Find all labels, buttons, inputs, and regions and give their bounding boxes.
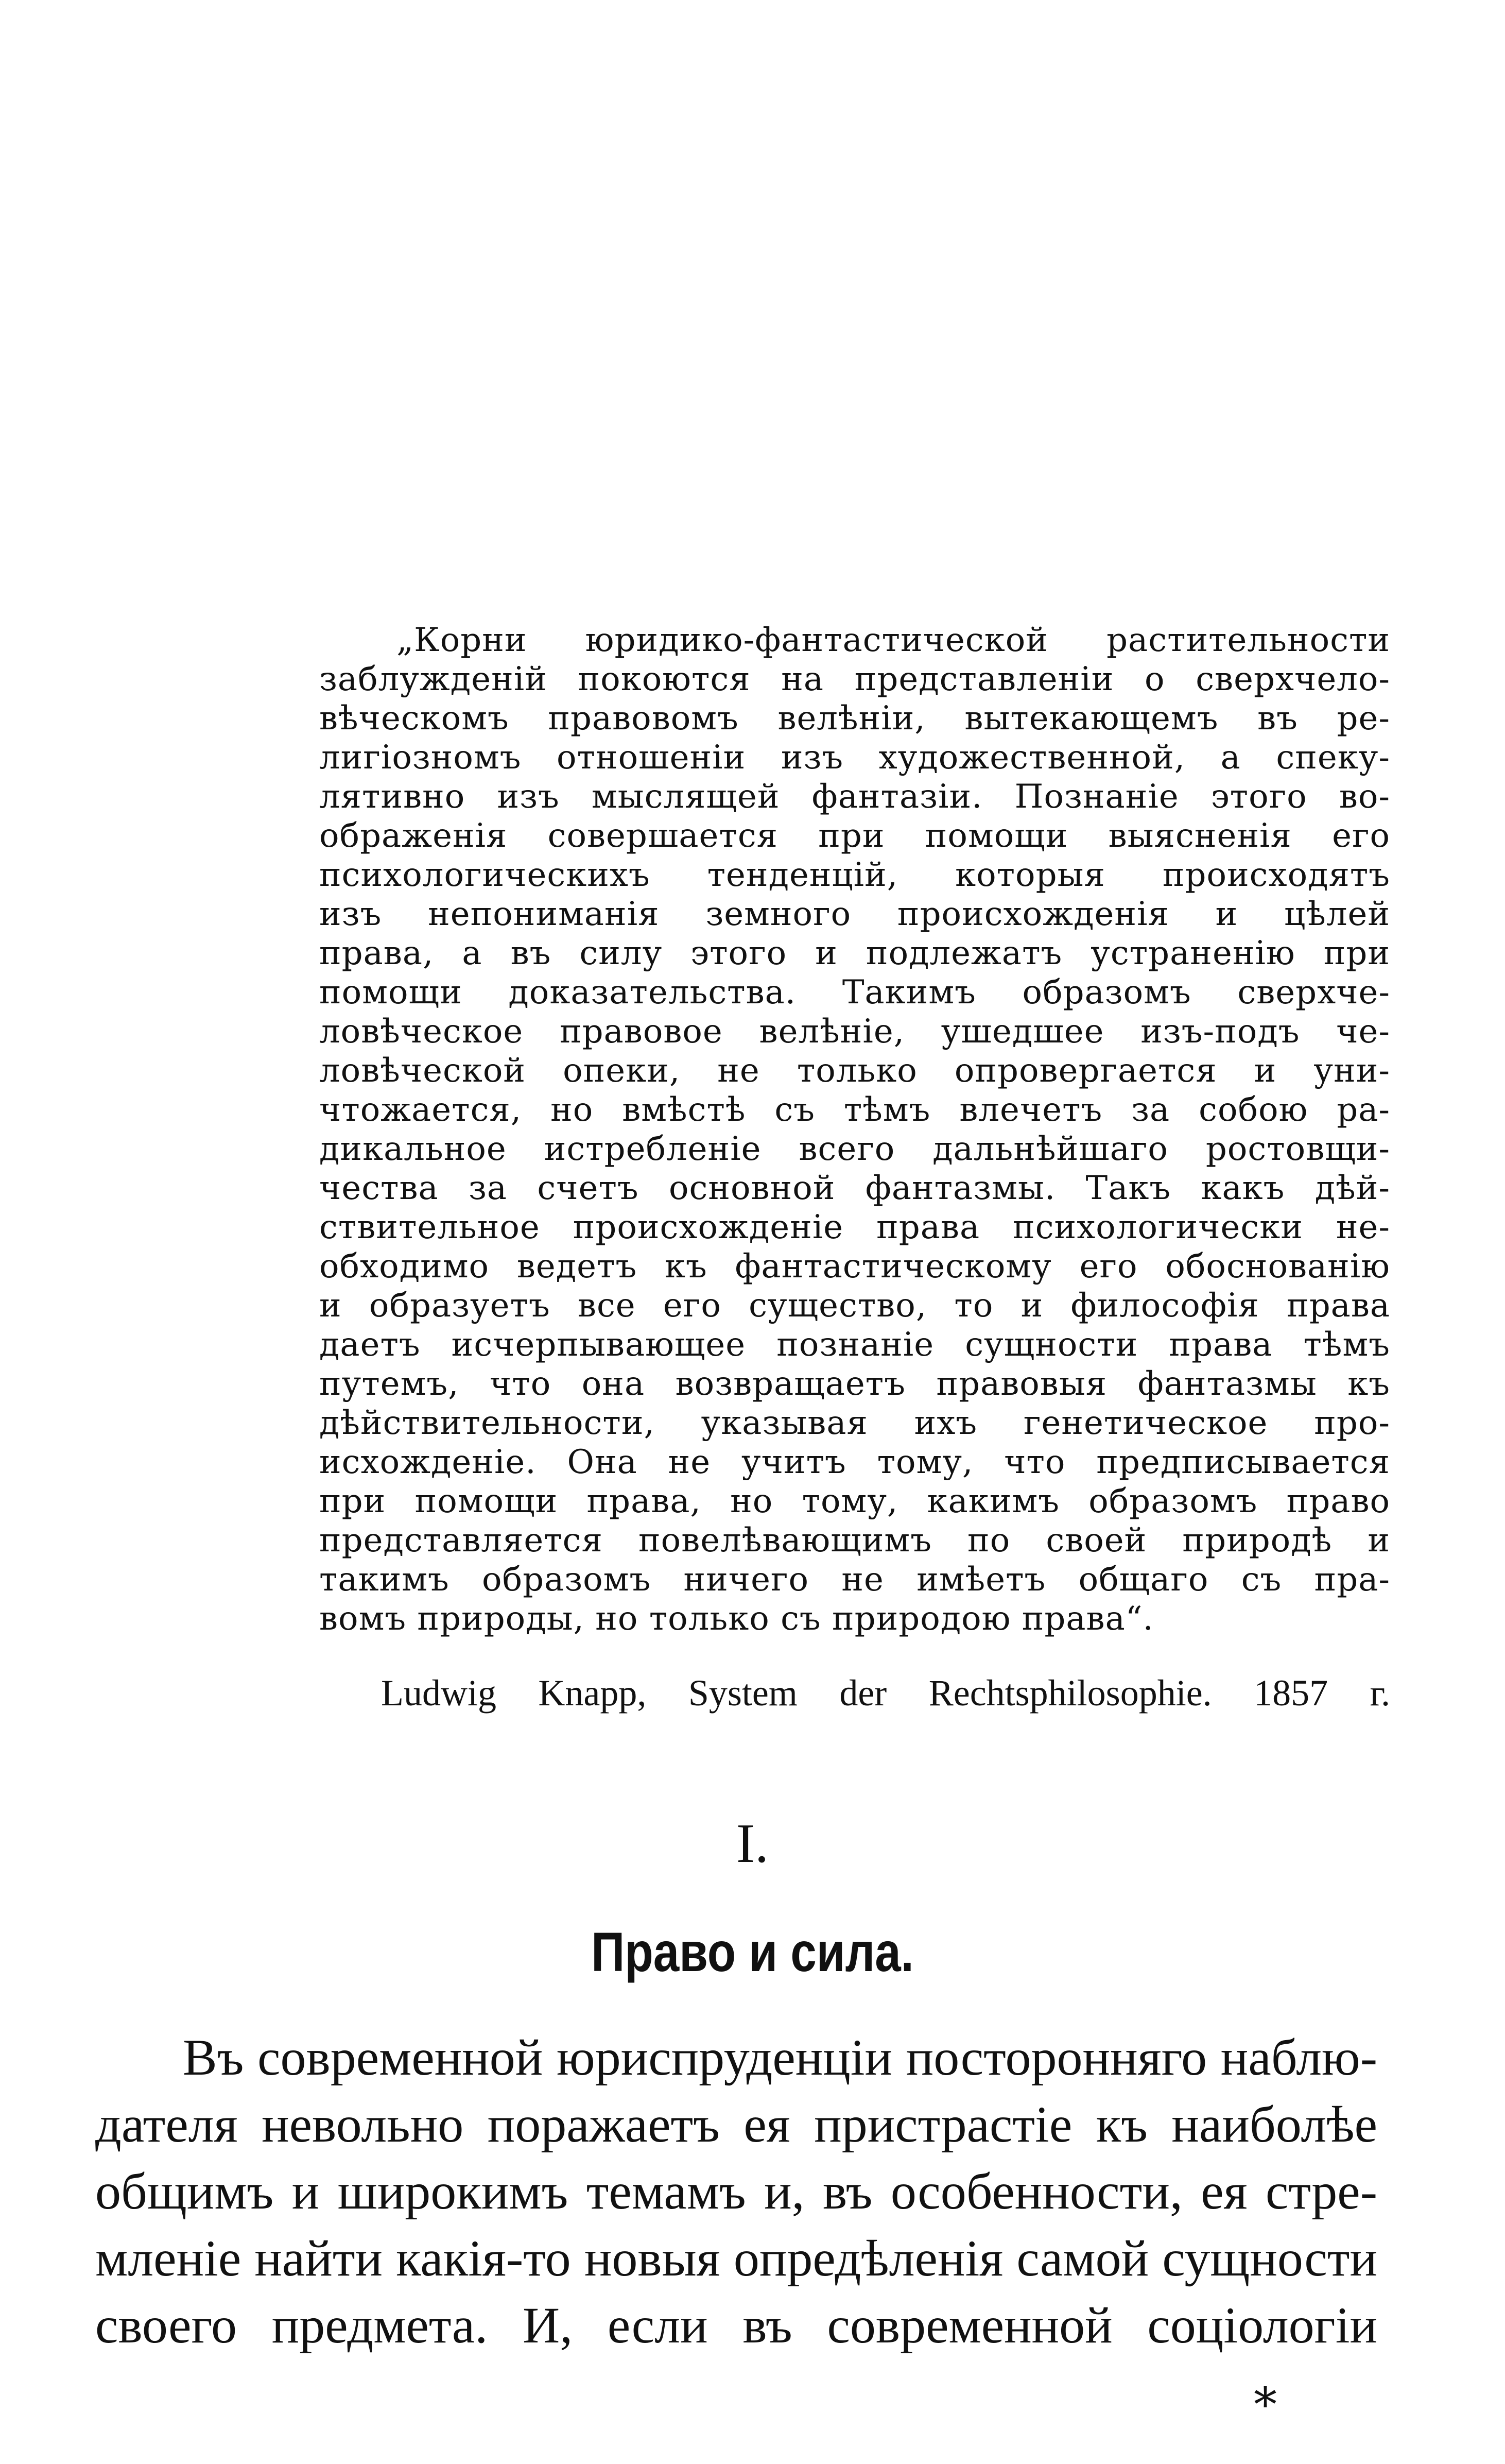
epigraph-line: права, а въ силу этого и подлежатъ устраненію при [319, 934, 1390, 972]
epigraph-line: изъ непониманія земного происхожденія и цѣлей [319, 895, 1390, 933]
body-line: Въ современной юриспруденціи посторонняго наблю- [183, 2029, 1377, 2086]
epigraph-line: даетъ исчерпывающее познаніе сущности права тѣмъ [319, 1326, 1390, 1364]
body-paragraph [95, 2024, 1377, 2359]
epigraph-line: чтожается, но вмѣстѣ съ тѣмъ влечетъ за собою ра- [319, 1091, 1390, 1129]
epigraph [319, 621, 1390, 1638]
epigraph-line: и образуетъ все его существо, то и философія права [319, 1287, 1390, 1325]
body-line: дателя невольно поражаетъ ея пристрастіе къ наиболѣе [95, 2096, 1377, 2153]
epigraph-line: ловѣческой опеки, не только опровергается и уни- [319, 1052, 1390, 1090]
body-line: общимъ и широкимъ темамъ и, въ особенности, ея стре- [95, 2163, 1377, 2220]
chapter-title: Право и сила. [591, 1921, 914, 1983]
epigraph-line: психологическихъ тенденцій, которыя происходятъ [319, 856, 1390, 894]
epigraph-line: обходимо ведетъ къ фантастическому его обоснованію [319, 1247, 1390, 1286]
epigraph-line: дикальное истребленіе всего дальнѣйшаго ростовщи- [319, 1130, 1390, 1168]
epigraph-line: лятивно изъ мыслящей фантазіи. Познаніе этого во- [319, 778, 1390, 816]
epigraph-line: помощи доказательства. Такимъ образомъ сверхче- [319, 973, 1390, 1012]
epigraph-line: заблужденій покоются на представленіи о сверхчело- [319, 660, 1390, 698]
chapter-number: I. [736, 1813, 769, 1874]
body-line: мленіе найти какія-то новыя опредѣленія самой сущности [95, 2230, 1377, 2287]
epigraph-line: чества за счетъ основной фантазмы. Такъ какъ дѣй- [319, 1169, 1390, 1207]
epigraph-line: представляется повелѣвающимъ по своей природѣ и [319, 1521, 1390, 1560]
epigraph-line: лигіозномъ отношеніи изъ художественной, а спеку- [319, 739, 1390, 777]
epigraph-line: путемъ, что она возвращаетъ правовыя фантазмы къ [319, 1365, 1390, 1403]
epigraph-line: ловѣческое правовое велѣніе, ушедшее изъ-подъ че- [319, 1013, 1390, 1051]
epigraph-line: при помощи права, но тому, какимъ образомъ право [319, 1482, 1390, 1520]
epigraph-line: „Корни юридико-фантастической растительности [396, 621, 1390, 659]
epigraph-attribution: Ludwig Knapp, System der Rechtsphilosophie. 1857 г. [381, 1672, 1390, 1714]
body-line: своего предмета. И, если въ современной соціологіи [95, 2297, 1377, 2354]
epigraph-line: дѣйствительности, указывая ихъ генетическое про- [319, 1404, 1390, 1442]
epigraph-line: такимъ образомъ ничего не имѣетъ общаго съ пра- [319, 1561, 1390, 1599]
epigraph-line: исхожденіе. Она не учитъ тому, что предписывается [319, 1443, 1390, 1481]
epigraph-line: вомъ природы, но только съ природою права“. [319, 1600, 1154, 1638]
epigraph-line: ображенія совершается при помощи выясненія его [319, 817, 1390, 855]
signature-mark: * [1254, 2378, 1277, 2432]
epigraph-line: вѣческомъ правовомъ велѣніи, вытекающемъ въ ре- [319, 699, 1390, 738]
epigraph-line: ствительное происхожденіе права психологически не- [319, 1208, 1390, 1246]
